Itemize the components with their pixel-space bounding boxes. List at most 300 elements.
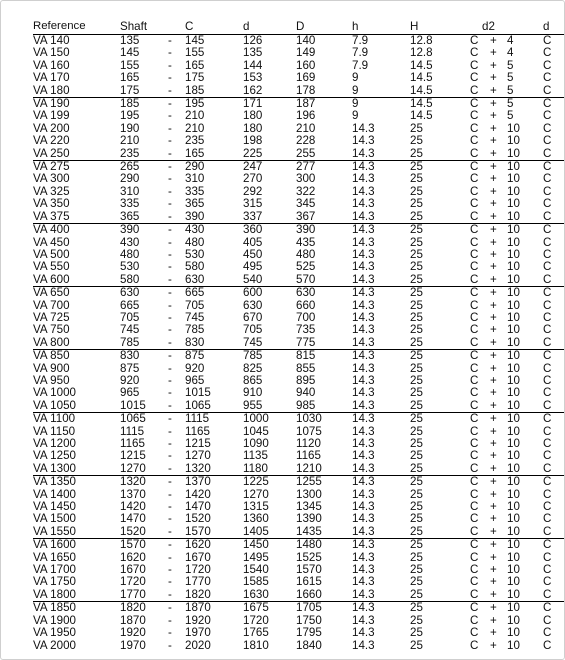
- cell-d2-offset: 10: [507, 135, 520, 148]
- cell-shaft-max: 875: [185, 349, 205, 363]
- cell-D: 855: [296, 362, 316, 375]
- cell-last-col: C: [543, 185, 552, 198]
- cell-H: 25: [410, 362, 423, 375]
- cell-range-dash: -: [168, 97, 172, 111]
- cell-d: 337: [243, 211, 296, 224]
- cell-D: 1840: [296, 639, 322, 652]
- cell-h: 14.3: [352, 589, 410, 602]
- cell-shaft-min: 830: [120, 349, 140, 363]
- cell-H: 25: [410, 488, 423, 501]
- cell-d2-plus: +: [490, 274, 507, 287]
- cell-shaft-min: 195: [120, 110, 140, 123]
- cell-D: 480: [296, 248, 316, 261]
- cell-D: 367: [296, 211, 352, 224]
- cell-reference: VA 1450: [33, 501, 76, 514]
- cell-H: 25: [410, 538, 423, 552]
- cell-D: 895: [296, 374, 316, 387]
- table-row: [33, 85, 565, 98]
- cell-d: 1045: [243, 425, 269, 438]
- cell-d2-plus: +: [490, 299, 497, 312]
- cell-H: 12.8: [410, 34, 433, 47]
- cell-D: 985: [296, 400, 352, 413]
- cell-range-dash: -: [168, 47, 172, 60]
- cell-d2-base: C: [470, 400, 490, 413]
- table-row: [33, 539, 565, 552]
- cell-shaft-min: 1720: [120, 576, 146, 589]
- cell-d2-offset: 10: [507, 337, 543, 350]
- cell-shaft-min: 155: [120, 59, 140, 72]
- cell-d2-plus: +: [490, 538, 497, 552]
- table-row: [33, 640, 565, 652]
- cell-H: 25: [410, 564, 423, 577]
- cell-d: 600: [243, 286, 263, 300]
- cell-H: 25: [410, 274, 470, 287]
- table-row: [33, 615, 565, 627]
- cell-reference: VA 1750: [33, 576, 76, 589]
- cell-range-dash: -: [168, 160, 172, 174]
- cell-reference: VA 650: [33, 286, 70, 300]
- cell-d2-plus: +: [490, 601, 497, 615]
- cell-d2-plus: +: [490, 261, 497, 274]
- cell-h: 14.3: [352, 425, 375, 438]
- cell-H: 25: [410, 148, 470, 161]
- cell-shaft-min: 1065: [120, 412, 146, 426]
- table-row: [33, 324, 565, 336]
- cell-d2-base: C: [470, 564, 479, 577]
- cell-D: 210: [296, 122, 316, 135]
- cell-d2-base: C: [470, 538, 479, 552]
- cell-last-col: C: [543, 475, 552, 489]
- cell-reference: VA 160: [33, 59, 70, 72]
- header-h-large: H: [410, 20, 419, 33]
- cell-D: 1570: [296, 564, 322, 577]
- cell-d: 153: [243, 72, 263, 85]
- header-d-outer: D: [296, 20, 305, 33]
- cell-shaft-max: 1215: [185, 438, 211, 450]
- table-row: [33, 211, 565, 224]
- cell-reference: VA 850: [33, 349, 70, 363]
- cell-d2-plus: +: [490, 236, 497, 249]
- cell-d2-offset: 10: [507, 438, 520, 450]
- cell-reference: VA 950: [33, 374, 70, 387]
- cell-h: 14.3: [352, 412, 375, 426]
- cell-d2-base: C: [470, 526, 490, 539]
- cell-D: 322: [296, 185, 316, 198]
- cell-d: 1495: [243, 551, 269, 564]
- cell-range-dash: -: [168, 412, 172, 426]
- cell-last-col: C: [543, 148, 565, 161]
- cell-d2-plus: +: [490, 85, 507, 98]
- cell-shaft-max: 1015: [185, 387, 211, 400]
- cell-d2-offset: 10: [507, 122, 520, 135]
- cell-d2-base: C: [470, 299, 479, 312]
- cell-range-dash: -: [168, 564, 172, 577]
- cell-shaft-min: 265: [120, 160, 140, 174]
- cell-h: 7.9: [352, 34, 369, 47]
- cell-D: 1165: [296, 450, 321, 463]
- cell-reference: VA 1650: [33, 551, 76, 564]
- cell-D: 1120: [296, 438, 321, 450]
- cell-h: 14.3: [352, 311, 375, 324]
- cell-reference: VA 1000: [33, 387, 76, 400]
- cell-shaft-max: 310: [185, 173, 205, 186]
- cell-range-dash: -: [168, 639, 172, 652]
- cell-shaft-max: 1115: [185, 412, 210, 426]
- cell-reference: VA 250: [33, 148, 120, 161]
- cell-shaft-max: 1570: [185, 526, 243, 539]
- cell-H: 25: [410, 463, 470, 476]
- cell-d: 144: [243, 59, 263, 72]
- cell-range-dash: -: [168, 387, 172, 400]
- cell-reference: VA 1850: [33, 601, 76, 615]
- cell-d: 1180: [243, 463, 296, 476]
- cell-d: 198: [243, 135, 263, 148]
- cell-D: 1705: [296, 601, 322, 615]
- cell-d2-base: C: [470, 47, 479, 60]
- cell-d2-base: C: [470, 601, 479, 615]
- cell-d2-plus: +: [490, 59, 497, 72]
- cell-last-col: C: [543, 223, 552, 237]
- cell-shaft-max: 335: [185, 185, 205, 198]
- cell-D: 815: [296, 349, 316, 363]
- cell-d2-offset: 10: [507, 299, 520, 312]
- header-reference: Reference: [33, 20, 86, 32]
- cell-d2-offset: 10: [507, 223, 520, 237]
- cell-last-col: C: [543, 72, 552, 85]
- cell-d2-base: C: [470, 160, 479, 174]
- cell-last-col: C: [543, 160, 552, 174]
- cell-shaft-min: 1620: [120, 551, 146, 564]
- cell-D: 1255: [296, 475, 322, 489]
- cell-last-col: C: [543, 47, 552, 60]
- table-row: [33, 161, 565, 174]
- cell-range-dash: -: [168, 286, 172, 300]
- table-row: [33, 300, 565, 312]
- cell-last-col: C: [543, 261, 552, 274]
- cell-d2-base: C: [470, 261, 479, 274]
- cell-reference: VA 1900: [33, 614, 76, 627]
- cell-d2-base: C: [470, 59, 479, 72]
- table-row: [33, 123, 565, 135]
- cell-H: 25: [410, 211, 470, 224]
- cell-range-dash: -: [168, 475, 172, 489]
- cell-last-col: C: [543, 324, 552, 337]
- cell-shaft-max: 705: [185, 299, 205, 312]
- cell-last-col: C: [543, 374, 552, 387]
- cell-range-dash: -: [168, 211, 185, 224]
- cell-H: 14.5: [410, 59, 433, 72]
- cell-d2-plus: +: [490, 324, 497, 337]
- cell-reference: VA 300: [33, 173, 70, 186]
- table-row: [33, 589, 565, 602]
- cell-h: 14.3: [352, 551, 375, 564]
- cell-D: 1480: [296, 538, 322, 552]
- cell-h: 14.3: [352, 538, 375, 552]
- cell-H: 25: [410, 501, 423, 514]
- cell-d2-base: C: [470, 198, 479, 211]
- cell-d: 785: [243, 349, 263, 363]
- cell-H: 25: [410, 551, 423, 564]
- table-row: [33, 627, 565, 639]
- cell-range-dash: -: [168, 223, 172, 237]
- cell-d2-offset: 10: [507, 425, 520, 438]
- cell-shaft-min: 390: [120, 223, 140, 237]
- cell-h: 14.3: [352, 438, 375, 450]
- cell-last-col: C: [543, 236, 552, 249]
- cell-h: 9: [352, 97, 359, 111]
- cell-shaft-min: 1920: [120, 627, 146, 640]
- cell-shaft-max: 965: [185, 374, 205, 387]
- cell-d2-base: C: [470, 97, 479, 111]
- cell-d2-offset: 4: [507, 47, 514, 60]
- cell-d2-base: C: [470, 438, 479, 450]
- cell-shaft-min: 745: [120, 324, 140, 337]
- cell-shaft-min: 1520: [120, 526, 168, 539]
- cell-H: 25: [410, 299, 423, 312]
- cell-range-dash: -: [168, 463, 185, 476]
- cell-last-col: C: [543, 211, 565, 224]
- cell-d2-plus: +: [490, 526, 507, 539]
- cell-d2-offset: 10: [507, 261, 520, 274]
- cell-shaft-max: 830: [185, 337, 243, 350]
- table-row: [33, 463, 565, 476]
- cell-H: 25: [410, 324, 423, 337]
- cell-last-col: C: [543, 286, 552, 300]
- cell-last-col: C: [543, 248, 552, 261]
- cell-shaft-min: 430: [120, 236, 140, 249]
- table-row: [33, 375, 565, 387]
- cell-d2-base: C: [470, 311, 479, 324]
- cell-d2-plus: +: [490, 122, 497, 135]
- cell-d2-offset: 10: [507, 374, 520, 387]
- cell-reference: VA 325: [33, 185, 70, 198]
- cell-shaft-max: 665: [185, 286, 205, 300]
- cell-reference: VA 180: [33, 85, 120, 98]
- cell-d2-base: C: [470, 122, 479, 135]
- cell-H: 25: [410, 173, 423, 186]
- cell-last-col: C: [543, 564, 552, 577]
- cell-D: 1300: [296, 488, 322, 501]
- cell-last-col: C: [543, 627, 552, 640]
- cell-D: 1795: [296, 627, 322, 640]
- cell-d2-base: C: [470, 286, 479, 300]
- cell-last-col: C: [543, 135, 552, 148]
- cell-d2-offset: 10: [507, 488, 520, 501]
- cell-h: 14.3: [352, 614, 375, 627]
- cell-d2-plus: +: [490, 47, 497, 60]
- cell-d: 745: [243, 337, 296, 350]
- cell-d2-base: C: [470, 274, 490, 287]
- cell-h: 14.3: [352, 299, 375, 312]
- cell-d2-plus: +: [490, 450, 497, 463]
- cell-last-col: C: [543, 412, 552, 426]
- cell-d2-base: C: [470, 412, 479, 426]
- cell-shaft-max: 365: [185, 198, 205, 211]
- cell-d2-offset: 10: [507, 349, 520, 363]
- table-row: [33, 135, 565, 147]
- cell-d2-base: C: [470, 72, 479, 85]
- cell-shaft-min: 1215: [120, 450, 146, 463]
- cell-shaft-min: 1320: [120, 475, 146, 489]
- cell-shaft-min: 1270: [120, 463, 168, 476]
- cell-H: 14.5: [410, 97, 433, 111]
- cell-D: 300: [296, 173, 316, 186]
- cell-d: 825: [243, 362, 263, 375]
- cell-d: 1810: [243, 639, 269, 652]
- cell-h: 9: [352, 72, 359, 85]
- cell-d: 495: [243, 261, 263, 274]
- cell-d2-plus: +: [490, 564, 497, 577]
- dimension-table: [33, 19, 565, 652]
- cell-range-dash: -: [168, 311, 172, 324]
- cell-H: 25: [410, 438, 423, 450]
- cell-shaft-min: 1870: [120, 614, 146, 627]
- cell-D: 775: [296, 337, 352, 350]
- cell-d2-offset: 10: [507, 248, 520, 261]
- cell-h: 14.3: [352, 148, 410, 161]
- table-row: [33, 35, 565, 48]
- cell-range-dash: -: [168, 425, 172, 438]
- table-row: [33, 173, 565, 185]
- cell-d: 1225: [243, 475, 269, 489]
- cell-reference: VA 500: [33, 248, 70, 261]
- table-row: [33, 72, 565, 84]
- cell-shaft-max: 920: [185, 362, 205, 375]
- cell-shaft-max: 185: [185, 85, 243, 98]
- cell-shaft-min: 190: [120, 122, 140, 135]
- cell-reference: VA 140: [33, 34, 70, 47]
- cell-D: 169: [296, 72, 316, 85]
- cell-d2-plus: +: [490, 362, 497, 375]
- cell-d2-plus: +: [490, 501, 497, 514]
- header-d2: d2: [482, 20, 495, 33]
- cell-shaft-min: 785: [120, 337, 168, 350]
- cell-d: 1765: [243, 627, 269, 640]
- cell-h: 14.3: [352, 564, 375, 577]
- cell-d: 270: [243, 173, 263, 186]
- cell-shaft-max: 165: [185, 59, 205, 72]
- table-row: [33, 564, 565, 576]
- cell-d2-plus: +: [490, 311, 497, 324]
- cell-D: 277: [296, 160, 316, 174]
- cell-d: 1000: [243, 412, 269, 426]
- cell-h: 14.3: [352, 513, 375, 526]
- cell-d2-base: C: [470, 488, 479, 501]
- header-h-small: h: [352, 20, 359, 33]
- cell-shaft-max: 210: [185, 110, 205, 123]
- table-row: [33, 47, 565, 59]
- cell-d2-plus: +: [490, 349, 497, 363]
- cell-h: 9: [352, 110, 359, 123]
- cell-d2-offset: 10: [507, 564, 520, 577]
- cell-last-col: C: [543, 387, 552, 400]
- cell-D: 1750: [296, 614, 322, 627]
- cell-d: 1090: [243, 438, 269, 450]
- cell-D: 160: [296, 59, 316, 72]
- cell-shaft-max: 1670: [185, 551, 211, 564]
- cell-d2-offset: 10: [507, 639, 520, 652]
- cell-shaft-min: 175: [120, 85, 168, 98]
- cell-d2-plus: +: [490, 223, 497, 237]
- cell-last-col: C: [543, 614, 552, 627]
- cell-d2-offset: 10: [507, 362, 520, 375]
- cell-h: 9: [352, 85, 410, 98]
- cell-shaft-min: 665: [120, 299, 140, 312]
- cell-d2-offset: 10: [507, 412, 520, 426]
- table-row: [33, 476, 565, 489]
- cell-D: 1210: [296, 463, 352, 476]
- cell-d: 630: [243, 299, 263, 312]
- cell-d2-base: C: [470, 85, 490, 98]
- cell-d2-plus: +: [490, 576, 497, 589]
- cell-D: 735: [296, 324, 316, 337]
- cell-d2-plus: +: [490, 135, 497, 148]
- table-body: [33, 35, 565, 652]
- cell-range-dash: -: [168, 261, 172, 274]
- cell-h: 14.3: [352, 274, 410, 287]
- cell-shaft-max: 745: [185, 311, 205, 324]
- table-row: [33, 350, 565, 363]
- cell-d2-plus: +: [490, 412, 497, 426]
- cell-reference: VA 1550: [33, 526, 120, 539]
- cell-h: 14.3: [352, 463, 410, 476]
- cell-shaft-min: 580: [120, 274, 168, 287]
- cell-last-col: C: [543, 463, 565, 476]
- cell-H: 25: [410, 576, 423, 589]
- cell-last-col: C: [543, 450, 552, 463]
- cell-H: 25: [410, 450, 423, 463]
- cell-last-col: C: [543, 198, 552, 211]
- cell-h: 14.3: [352, 324, 375, 337]
- cell-d2-offset: 5: [507, 85, 543, 98]
- cell-H: 14.5: [410, 72, 433, 85]
- cell-d: 1585: [243, 576, 269, 589]
- cell-d: 955: [243, 400, 296, 413]
- cell-h: 14.3: [352, 374, 375, 387]
- cell-d2-plus: +: [490, 110, 497, 123]
- table-row: [33, 413, 565, 426]
- cell-d2-offset: 10: [507, 614, 520, 627]
- cell-d2-offset: 10: [507, 601, 520, 615]
- cell-d: 1315: [243, 501, 269, 514]
- table-row: [33, 400, 565, 413]
- cell-range-dash: -: [168, 438, 172, 450]
- cell-d: 180: [243, 110, 263, 123]
- cell-H: 25: [410, 248, 423, 261]
- cell-d2-base: C: [470, 475, 479, 489]
- cell-last-col: C: [543, 173, 552, 186]
- table-row: [33, 363, 565, 375]
- cell-d: 1405: [243, 526, 296, 539]
- table-row: [33, 426, 565, 438]
- cell-d2-base: C: [470, 639, 479, 652]
- cell-H: 25: [410, 122, 423, 135]
- cell-shaft-max: 1820: [185, 589, 243, 602]
- cell-d: 1135: [243, 450, 268, 463]
- cell-range-dash: -: [168, 538, 172, 552]
- cell-D: 1525: [296, 551, 322, 564]
- cell-shaft-min: 310: [120, 185, 140, 198]
- cell-shaft-min: 1670: [120, 564, 146, 577]
- cell-D: 1615: [296, 576, 322, 589]
- cell-d2-base: C: [470, 349, 479, 363]
- cell-reference: VA 700: [33, 299, 70, 312]
- cell-shaft-max: 1870: [185, 601, 211, 615]
- cell-h: 7.9: [352, 47, 369, 60]
- cell-reference: VA 1300: [33, 463, 120, 476]
- cell-shaft-min: 210: [120, 135, 140, 148]
- cell-d2-base: C: [470, 236, 479, 249]
